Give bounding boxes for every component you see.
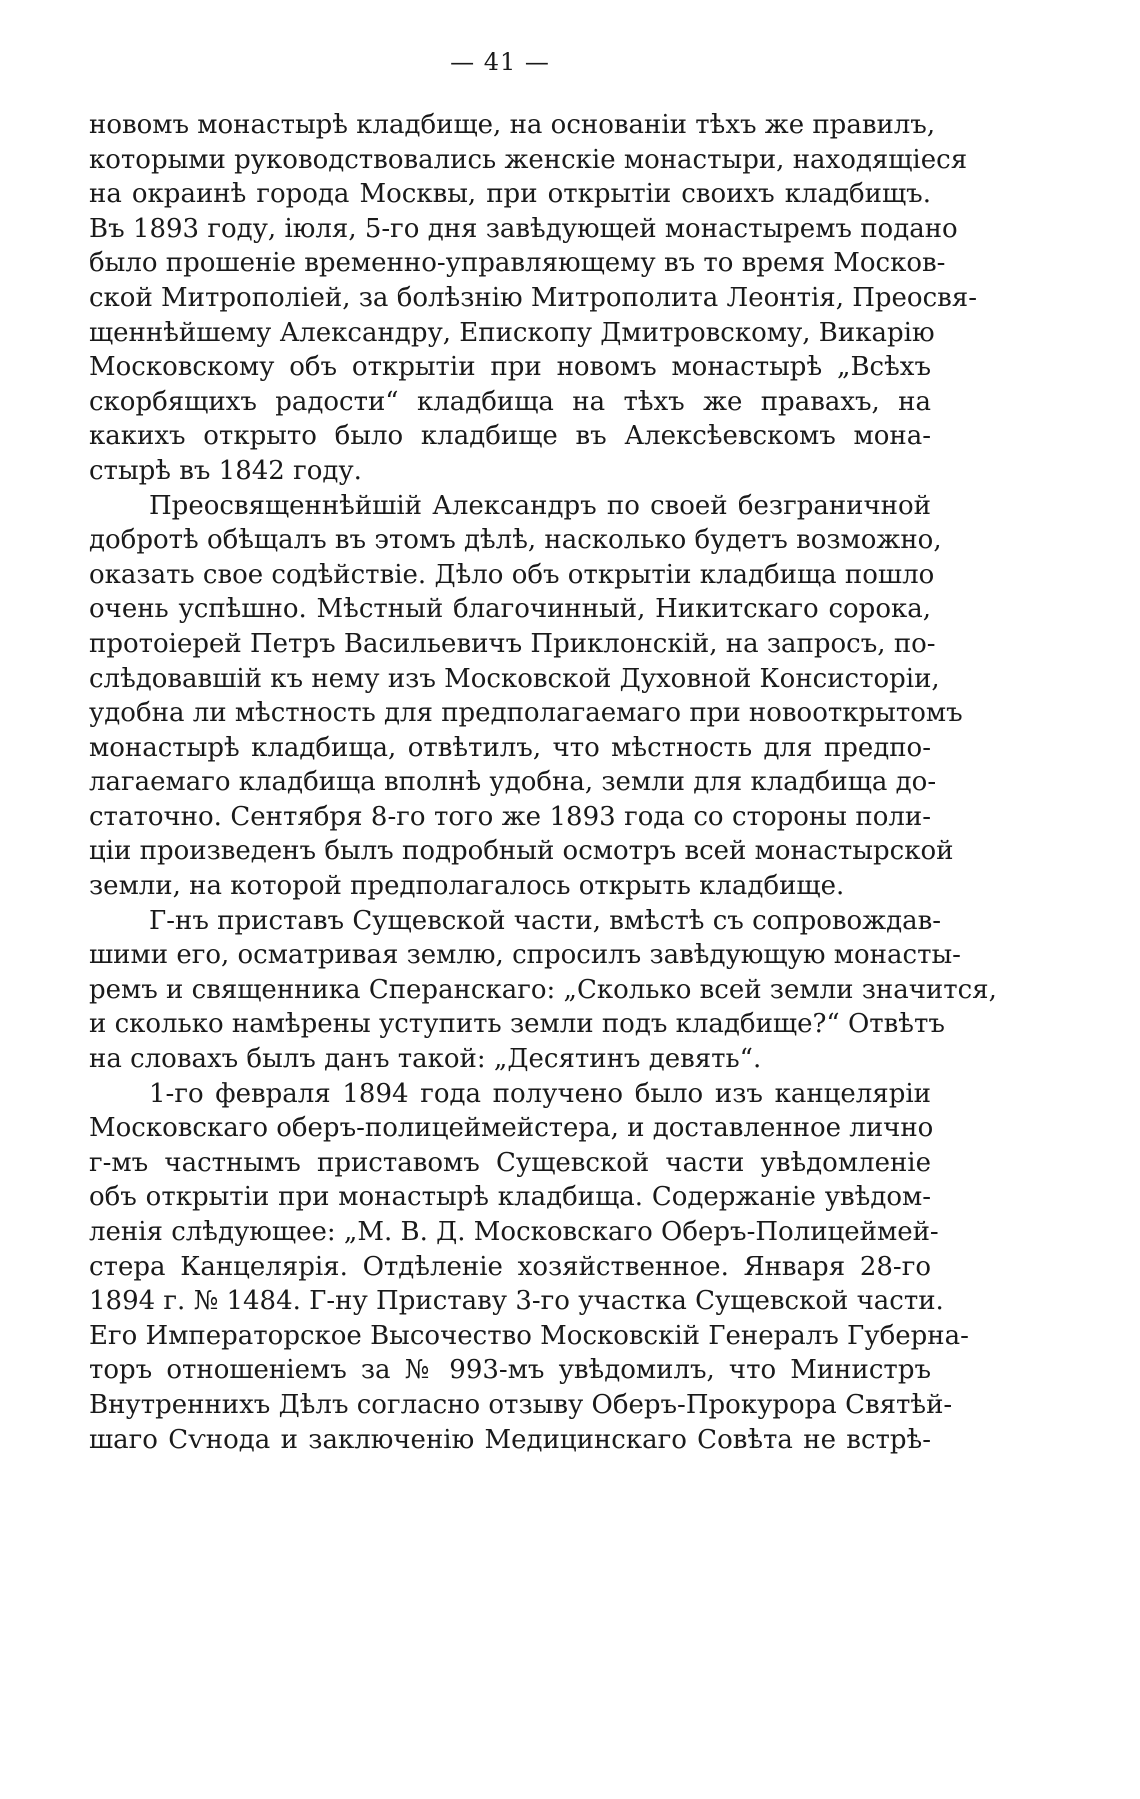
text-line: ремъ и священника Сперанскаго: „Сколько всей земли значится, (89, 974, 997, 1005)
paragraph-3 (89, 904, 997, 1077)
text-line: очень успѣшно. Мѣстный благочинный, Никитскаго сорока, (89, 594, 931, 625)
text-line: г-мъ частнымъ приставомъ Сущевской части увѣдомленіе (89, 1147, 931, 1178)
text-line: шими его, осматривая землю, спросилъ завѣдующую монасты- (89, 940, 961, 971)
text-line: на окраинѣ города Москвы, при открытіи своихъ кладбищъ. (89, 179, 931, 210)
text-line: шаго Сѵнода и заключенію Медицинскаго Совѣта не встрѣ- (89, 1424, 931, 1455)
text-line: слѣдовавшій къ нему изъ Московской Духовной Консисторіи, (89, 663, 940, 694)
text-line: скорбящихъ радости“ кладбища на тѣхъ же правахъ, на (89, 386, 931, 417)
paragraph-4 (89, 1077, 969, 1458)
text-line: какихъ открыто было кладбище въ Алексѣевскомъ мона- (89, 421, 931, 452)
text-line: Въ 1893 году, іюля, 5-го дня завѣдующей монастыремъ подано (89, 213, 958, 244)
text-line: щеннѣйшему Александру, Епископу Дмитровскому, Викарію (89, 317, 935, 348)
text-line: и сколько намѣрены уступить земли подъ кладбище?“ Отвѣтъ (89, 1009, 945, 1040)
paragraph-2 (89, 489, 963, 904)
page-number: — 41 — (450, 48, 550, 76)
text-line: удобна ли мѣстность для предполагаемаго при новооткрытомъ (89, 698, 963, 729)
text-line: оказать свое содѣйствіе. Дѣло объ открытіи кладбища пошло (89, 559, 935, 590)
text-line: торъ отношеніемъ за № 993-мъ увѣдомилъ, что Министръ (89, 1355, 931, 1386)
text-line: Внутреннихъ Дѣлъ согласно отзыву Оберъ-Прокурора Святѣй- (89, 1389, 953, 1420)
text-line: которыми руководствовались женскіе монастыри, находящіеся (89, 144, 968, 175)
text-line: было прошеніе временно-управляющему въ то время Москов- (89, 248, 946, 279)
text-line: статочно. Сентября 8-го того же 1893 года со стороны поли- (89, 801, 931, 832)
text-line: стера Канцелярія. Отдѣленіе хозяйственное. Января 28-го (89, 1251, 931, 1282)
text-line: объ открытіи при монастырѣ кладбища. Содержаніе увѣдом- (89, 1182, 931, 1213)
text-line: протоіерей Петръ Васильевичъ Приклонскій, на запросъ, по- (89, 628, 936, 659)
text-line: Московскаго оберъ-полицеймейстера, и доставленное лично (89, 1113, 934, 1144)
text-line: Г-нъ приставъ Сущевской части, вмѣстѣ съ сопровождав- (149, 905, 942, 936)
text-line: ленія слѣдующее: „М. В. Д. Московскаго Оберъ-Полицеймей- (89, 1217, 939, 1247)
text-line: стырѣ въ 1842 году. (89, 455, 362, 486)
paragraph-1 (89, 108, 977, 489)
text-line: земли, на которой предполагалось открыть кладбище. (89, 871, 845, 902)
text-line: ской Митрополіей, за болѣзнію Митрополита Леонтія, Преосвя- (89, 282, 977, 313)
text-line: Московскому объ открытіи при новомъ монастырѣ „Всѣхъ (89, 352, 931, 383)
text-line: добротѣ обѣщалъ въ этомъ дѣлѣ, насколько будетъ возможно, (89, 525, 942, 556)
text-line: на словахъ былъ данъ такой: „Десятинъ девять“. (89, 1044, 762, 1075)
text-line: монастырѣ кладбища, отвѣтилъ, что мѣстность для предпо- (89, 732, 931, 763)
text-line: 1894 г. № 1484. Г-ну Приставу 3-го участка Сущевской части. (89, 1286, 944, 1317)
page-text (89, 108, 997, 1457)
text-line: ціи произведенъ былъ подробный осмотръ всей монастырской (89, 836, 954, 867)
text-line: 1-го февраля 1894 года получено было изъ канцеляріи (149, 1078, 931, 1109)
text-line: лагаемаго кладбища вполнѣ удобна, земли для кладбища до- (89, 767, 937, 798)
text-line: новомъ монастырѣ кладбище, на основаніи тѣхъ же правилъ, (89, 110, 936, 140)
text-line: Преосвященнѣйшій Александръ по своей безграничной (149, 490, 931, 521)
text-line: Его Императорское Высочество Московскій Генералъ Губерна- (89, 1320, 969, 1351)
